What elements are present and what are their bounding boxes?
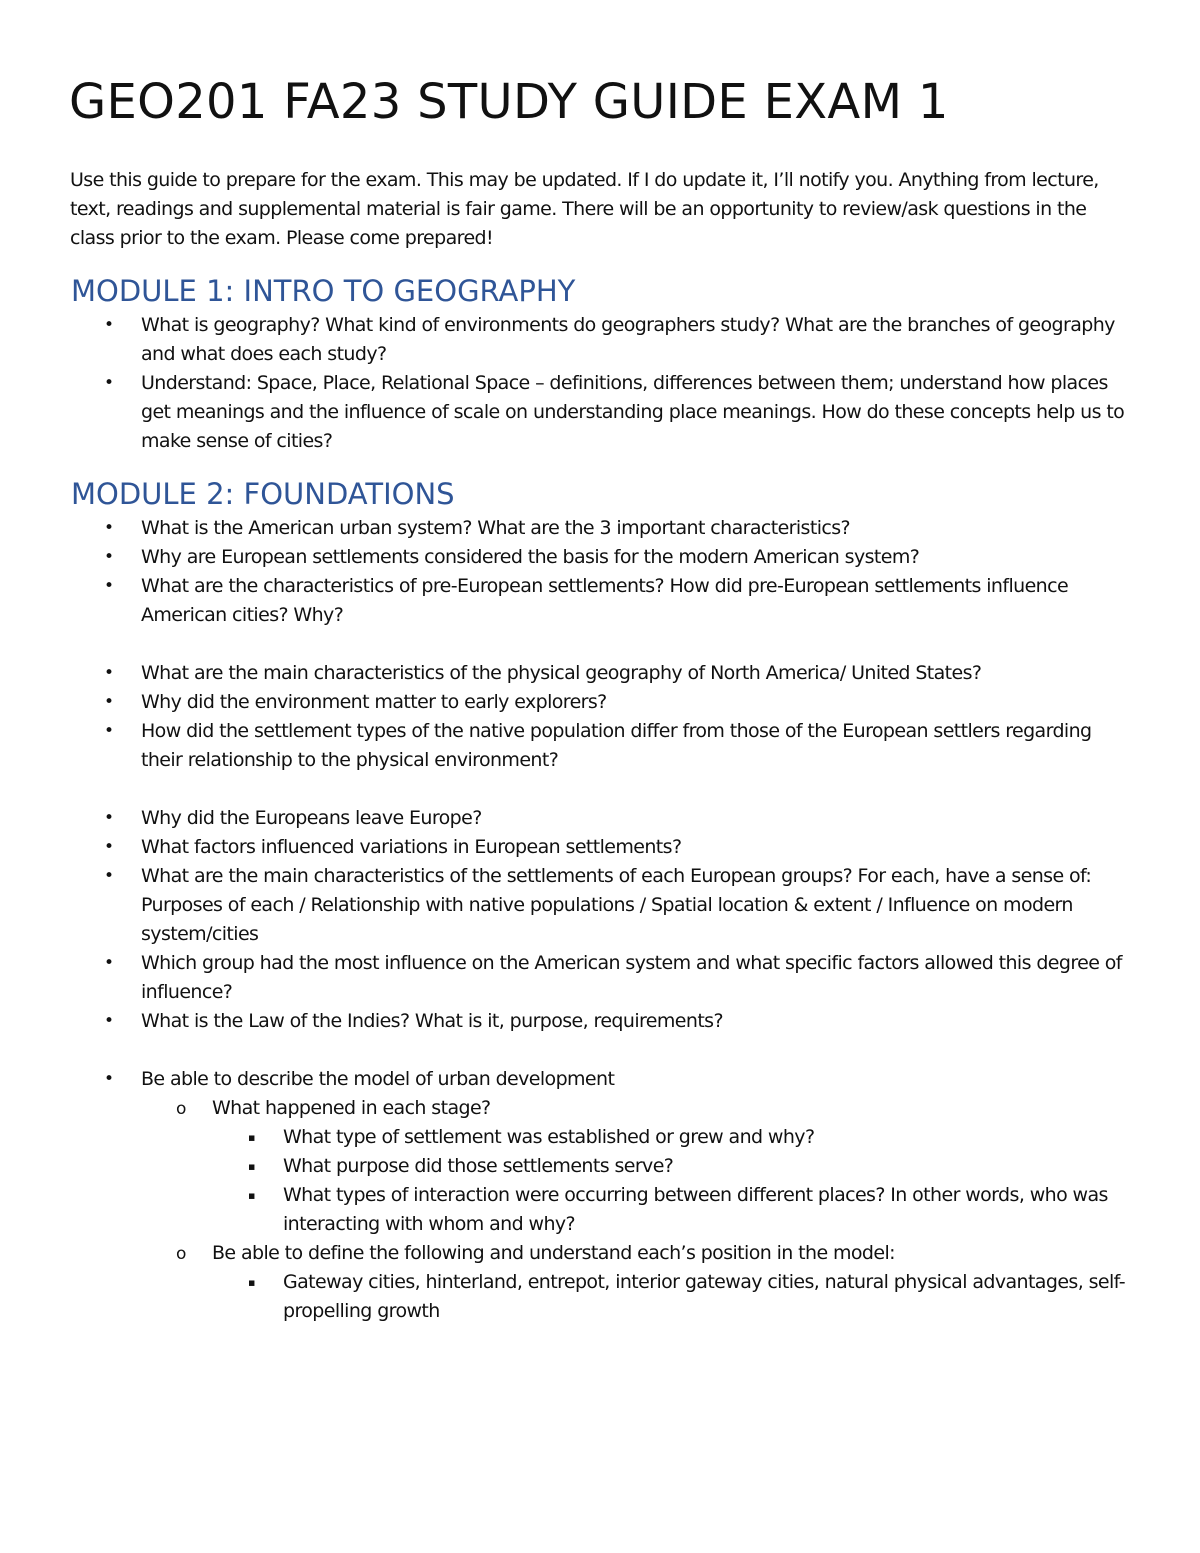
document-title: GEO201 FA23 STUDY GUIDE EXAM 1 — [69, 74, 949, 130]
list-item-text: What are the main characteristics of the physical geography of North America/ United States? — [141, 662, 982, 684]
module-1-list — [0, 311, 1200, 456]
list-item-text: What happened in each stage? — [212, 1097, 491, 1119]
list-item — [0, 717, 1131, 775]
bullet-icon: • — [104, 576, 114, 596]
list-item — [0, 688, 1131, 717]
list-item-text: Be able to define the following and understand each’s position in the model: — [212, 1242, 895, 1264]
list-item-text: Understand: Space, Place, Relational Space – definitions, differences between them; understand how places get meanings and the influence of scale on understanding place meanings. How do these concepts help us to make sense of cities? — [141, 372, 1125, 452]
list-item — [0, 543, 1131, 572]
list-item-text: What type of settlement was established or grew and why? — [283, 1126, 815, 1148]
bullet-icon: • — [104, 663, 114, 683]
list-item-text: What factors influenced variations in European settlements? — [141, 836, 682, 858]
list-item-text: What is the American urban system? What are the 3 important characteristics? — [141, 517, 851, 539]
bullet-icon: • — [104, 518, 114, 538]
bullet-icon: • — [104, 373, 114, 393]
circle-bullet-icon: o — [176, 1099, 186, 1119]
sub-sub-list-item — [0, 1152, 1133, 1181]
sub-sub-list-item — [0, 1123, 1133, 1152]
sub-sub-list-item — [0, 1181, 1133, 1239]
square-bullet-icon: ▪ — [248, 1131, 255, 1144]
sub-list-item — [0, 1094, 1131, 1123]
list-item-text: Why did the Europeans leave Europe? — [141, 807, 482, 829]
list-item — [0, 1065, 1131, 1094]
module-2-heading: MODULE 2: FOUNDATIONS — [71, 477, 455, 511]
list-item — [0, 369, 1131, 456]
bullet-icon: • — [104, 808, 114, 828]
bullet-icon: • — [104, 1069, 114, 1089]
square-bullet-icon: ▪ — [248, 1160, 255, 1173]
square-bullet-icon: ▪ — [248, 1276, 255, 1289]
list-item-text: What types of interaction were occurring between different places? In other words, who was interacting with whom and why? — [283, 1184, 1108, 1235]
bullet-icon: • — [104, 866, 114, 886]
list-item — [0, 311, 1131, 369]
bullet-icon: • — [104, 837, 114, 857]
list-item — [0, 804, 1131, 833]
bullet-icon: • — [104, 721, 114, 741]
list-item — [0, 862, 1131, 949]
list-item-text: Be able to describe the model of urban development — [141, 1068, 615, 1090]
list-item-text: Which group had the most influence on the American system and what specific factors allowed this degree of influence? — [141, 952, 1122, 1003]
list-item-text: What are the main characteristics of the settlements of each European groups? For each, have a sense of: Purposes of each / Relationship with native populations / Spatial location & extent / Influence on modern system/cities — [141, 865, 1092, 945]
list-item — [0, 949, 1131, 1007]
bullet-icon: • — [104, 547, 114, 567]
list-item-text: What is geography? What kind of environments do geographers study? What are the branches of geography and what does each study? — [141, 314, 1115, 365]
list-item-text: Why are European settlements considered the basis for the modern American system? — [141, 546, 920, 568]
list-item-text: What purpose did those settlements serve? — [283, 1155, 674, 1177]
list-item-text: Gateway cities, hinterland, entrepot, interior gateway cities, natural physical advantages, self-propelling growth — [283, 1271, 1125, 1322]
bullet-icon: • — [104, 1011, 114, 1031]
module-2-list — [0, 514, 1200, 1326]
list-item-text: What is the Law of the Indies? What is it, purpose, requirements? — [141, 1010, 723, 1032]
bullet-icon: • — [104, 953, 114, 973]
square-bullet-icon: ▪ — [248, 1189, 255, 1202]
list-item — [0, 1007, 1131, 1036]
bullet-icon: • — [104, 315, 114, 335]
sub-list-item — [0, 1239, 1131, 1268]
bullet-icon: • — [104, 692, 114, 712]
module-1-heading: MODULE 1: INTRO TO GEOGRAPHY — [71, 274, 576, 308]
intro-paragraph: Use this guide to prepare for the exam. This may be updated. If I do update it, I’ll notify you. Anything from lecture, text, readings and supplemental material is fair game. There will be an opportunity to review/ask questions in the class prior to the exam. Please come prepared! — [70, 169, 1099, 249]
list-item — [0, 659, 1131, 688]
list-item-text: Why did the environment matter to early explorers? — [141, 691, 607, 713]
list-item-text: How did the settlement types of the native population differ from those of the European settlers regarding their relationship to the physical environment? — [141, 720, 1092, 771]
sub-sub-list-item — [0, 1268, 1133, 1326]
list-item-text: What are the characteristics of pre-European settlements? How did pre-European settlements influence American cities? Why? — [141, 575, 1069, 626]
circle-bullet-icon: o — [176, 1244, 186, 1264]
list-item — [0, 833, 1131, 862]
list-item — [0, 514, 1131, 543]
list-item — [0, 572, 1131, 630]
